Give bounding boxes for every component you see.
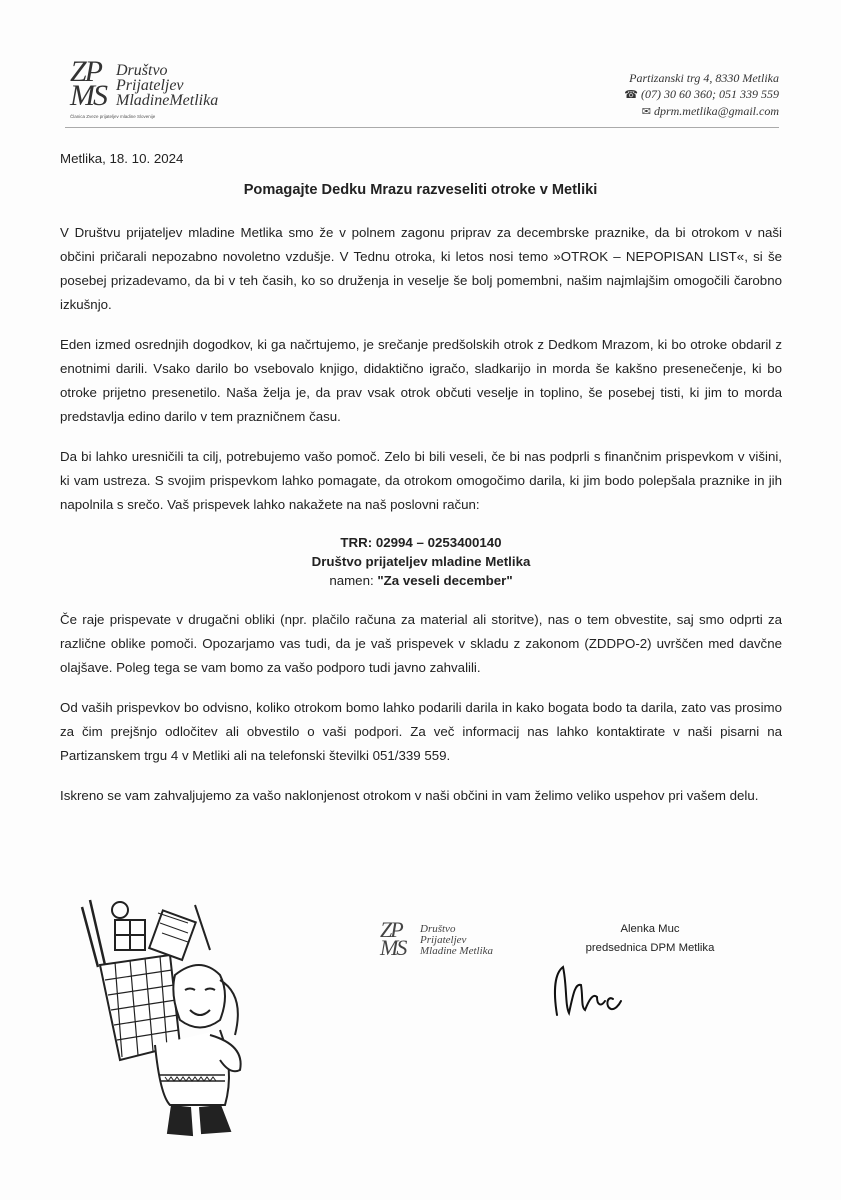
signatory-name: Alenka Muc	[620, 923, 680, 935]
stamp-name-line3: Mladine Metlika	[420, 945, 494, 957]
contact-address: Partizanski trg 4, 8330 Metlika	[629, 71, 779, 85]
signatory-role: predsednica DPM Metlika	[585, 942, 715, 954]
bank-account-block	[60, 533, 782, 590]
logo-name-line2: Prijateljev	[116, 77, 184, 94]
contact-block	[624, 70, 779, 120]
logo-subtitle: Članica Zveze prijateljev mladine Slovenije	[70, 114, 156, 119]
santa-illustration	[60, 895, 260, 1140]
payment-purpose	[60, 571, 782, 590]
paragraph: V Društvu prijateljev mladine Metlika smo že v polnem zagonu priprav za decembrske praznike, da bi otrokom v naši občini pričarali nepozabno novoletno vzdušje. V Tednu otroka, ki letos nosi temo »OTROK – NEPOPISAN LIST«, si še posebej prizadevamo, da bi v teh časih, ko so druženja in veselje še bolj pomembni, našim najmlajšim omogočili čarobno izkušnjo.	[60, 225, 782, 312]
stamp-mark-line1: ZP	[380, 917, 402, 942]
payment-purpose-value: "Za veseli december"	[377, 573, 513, 588]
logo-mark-line2: MS	[70, 79, 106, 112]
envelope-icon: ✉	[641, 106, 651, 118]
paragraph: Če raje prispevate v drugačni obliki (npr. plačilo računa za material ali storitve), nas o tem obvestite, saj smo odprti za različne oblike pomoči. Opozarjamo vas tudi, da je vaš prispevek v skladu z zakonom (ZDDPO-2) uvrščen med davčne olajšave. Poleg tega se vam bomo za vašo podporo tudi javno zahvalili.	[60, 612, 782, 675]
paragraph: Eden izmed osrednjih dogodkov, ki ga načrtujemo, je srečanje predšolskih otrok z Dedkom Mrazom, ki bo otroke obdaril z enotnimi darili. Vsako darilo bo vsebovalo knjigo, didaktično igračo, sladkarijo in morda še kakšno presenečenje, ki bo otroke prijetno presenetilo. Naša želja je, da prav vsak otrok občuti veselje in toplino, še posebej tisti, ki jim to morda predstavlja edino darilo v tem prazničnem času.	[60, 337, 782, 424]
logo-name-line1: Društvo	[116, 62, 168, 79]
payment-purpose-label: namen:	[329, 573, 378, 588]
contact-phone-row	[624, 86, 779, 103]
contact-email-row	[624, 103, 779, 120]
handwritten-signature	[545, 955, 655, 1025]
phone-icon: ☎	[624, 89, 638, 101]
letter-body	[60, 221, 782, 824]
stamp-name-line2: Prijateljev	[420, 934, 467, 946]
paragraph: Od vaših prispevkov bo odvisno, koliko otrokom bomo lahko podarili darila in kako bogata bodo ta darila, zato vas prosimo za čim prejšnjo odločitev ali obvestilo o vaši podpori. Za več informacij nas lahko kontaktirate v naši pisarni na Partizanskem trgu 4 v Metliki ali na telefonski številki 051/339 559.	[60, 700, 782, 763]
contact-phone: (07) 30 60 360; 051 339 559	[641, 87, 779, 101]
stamp-name	[420, 924, 493, 957]
stamp-mark	[380, 917, 406, 960]
stamp-mark-line2: MS	[380, 935, 406, 960]
paragraph: Iskreno se vam zahvaljujemo za vašo naklonjenost otrokom v naši občini in vam želimo veliko uspehov pri vašem delu.	[60, 788, 759, 803]
organization-logo	[70, 55, 230, 122]
paragraph: Da bi lahko uresničili ta cilj, potrebujemo vašo pomoč. Zelo bi bili veseli, če bi nas podprli s finančnim prispevkom v višini, ki vam ustreza. S svojim prispevkom lahko pomagate, da otrokom omogočimo darila, ki jim bodo polepšala praznike in jih napolnila s srečo. Vaš prispevek lahko nakažete na naš poslovni račun:	[60, 449, 782, 512]
organization-stamp	[380, 917, 530, 971]
logo-name	[116, 63, 218, 108]
logo-name-line3: MladineMetlika	[116, 92, 219, 109]
header-divider	[65, 127, 779, 128]
signatory-block	[560, 920, 740, 958]
contact-email: dprm.metlika@gmail.com	[653, 104, 779, 118]
letter-date: Metlika, 18. 10. 2024	[60, 151, 184, 166]
logo-mark	[70, 55, 106, 112]
logo-mark-line1: ZP	[70, 55, 102, 88]
stamp-name-line1: Društvo	[420, 923, 456, 935]
letter-title: Pomagajte Dedku Mrazu razveseliti otroke v Metliki	[243, 182, 598, 198]
bank-account-number: TRR: 02994 – 0253400140	[340, 535, 502, 550]
account-holder: Društvo prijateljev mladine Metlika	[311, 554, 531, 569]
